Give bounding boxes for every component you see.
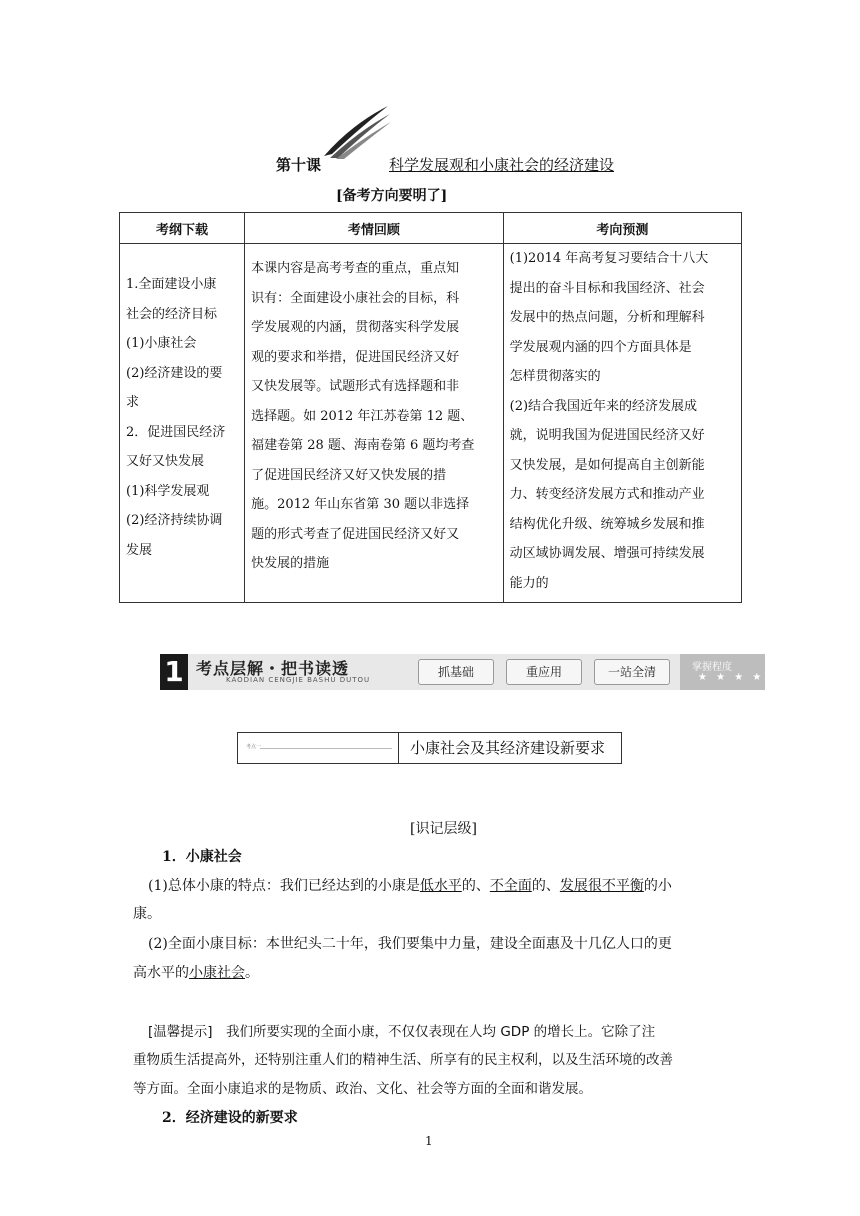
application-button[interactable]: 重应用 [506, 659, 582, 685]
banner-title: 考点层解・把书读透 [196, 659, 350, 678]
tip-line-2: 重物质生活提高外，还特别注重人们的精神生活、所享有的民主权利，以及生活环境的改善 [133, 1052, 673, 1068]
forecast-text: (1)2014 年高考复习要结合十八大 提出的奋斗目标和我国经济、社会 发展中的热点问题，分析和理解科 学发展观内涵的四个方面具体是 怎样贯彻落实的 (2)结合我国近年来的经济发展成 就，说明我国为促进国民经济又好 又快发展，是如何提高自主创新能 力、转变经济发展方式和推动产业 结构优化升级、统筹城乡发展和推 动区域协调发展、增强可持续发展 能力的 [509, 251, 709, 591]
underlined-term: 小康社会 [189, 965, 245, 981]
tip-line-1 [148, 1018, 748, 1046]
header-syllabus: 考纲下载 [120, 213, 245, 244]
header-review: 考情回顾 [245, 213, 504, 244]
topic-label-line [260, 748, 392, 749]
underlined-term: 不全面 [489, 878, 532, 894]
tip-text: 我们所要实现的全面小康，不仅仅表现在人均 GDP 的增长上。它除了注 [212, 1024, 656, 1040]
header-forecast: 考向预测 [503, 213, 741, 244]
review-text: 本课内容是高考考查的重点，重点知 识有：全面建设小康社会的目标，科 学发展观的内涵，贯彻落实科学发展 观的要求和举措，促进国民经济又好 又快发展等。试题形式有选择题和非 选择题。如 2012 年江苏卷第 12 题、 福建卷第 28 题、海南卷第 6 题均考查 了促进国民经济又好又快发展的措 施。2012 年山东省第 30 题以非选择 题的形式考查了促进国民经济又好又 快发展的措施 [251, 261, 475, 571]
section-subtitle: [备考方向要明了] [336, 188, 448, 204]
syllabus-text: 1.全面建设小康 社会的经济目标 (1)小康社会 (2)经济建设的要 求 2．促进国民经济 又好又快发展 (1)科学发展观 (2)经济持续协调 发展 [126, 277, 226, 558]
banner-number: 1 [160, 654, 188, 690]
underlined-term: 发展很不平衡 [559, 878, 644, 894]
text: 的、 [461, 878, 490, 894]
mastery-badge [680, 654, 765, 690]
banner-pinyin: KAODIAN CENGJIE BASHU DUTOU [226, 676, 371, 684]
text: 。 [245, 965, 259, 981]
section-banner [160, 654, 765, 690]
review-cell [245, 244, 504, 603]
text: 高水平的 [133, 965, 189, 981]
text: 的、 [531, 878, 560, 894]
topic-label: 考点一 [246, 744, 262, 750]
paragraph-goal: (2)全面小康目标：本世纪头二十年，我们要集中力量，建设全面惠及十几亿人口的更 [148, 936, 672, 952]
topic-title: 小康社会及其经济建设新要求 [410, 739, 606, 757]
text: 的小 [643, 878, 672, 894]
all-clear-button[interactable]: 一站全清 [594, 659, 670, 685]
lesson-title: 科学发展观和小康社会的经济建设 [389, 156, 615, 174]
syllabus-cell [120, 244, 245, 603]
mastery-label: 掌握程度 [692, 662, 732, 673]
table-row [120, 244, 742, 603]
underlined-term: 低水平 [419, 878, 462, 894]
level-label: [识记层级] [410, 821, 477, 837]
paragraph-overall [148, 872, 738, 900]
table-header-row [120, 213, 742, 244]
text: (1)总体小康的特点：我们已经达到的小康是 [148, 878, 420, 894]
star-icon: ★ ★ ★ ★ [698, 672, 765, 683]
forecast-cell [503, 244, 741, 603]
brush-stroke-icon [322, 104, 392, 160]
tip-label: [温馨提示] [148, 1024, 213, 1040]
heading-xiaokang: 1．小康社会 [162, 849, 242, 865]
topic-box [237, 732, 622, 764]
paragraph-goal-cont [133, 959, 723, 987]
lesson-heading [276, 154, 615, 175]
tip-line-3: 等方面。全面小康追求的是物质、政治、文化、社会等方面的全面和谐发展。 [133, 1081, 592, 1097]
heading-economic-requirements: 2．经济建设的新要求 [162, 1110, 298, 1126]
page-number: 1 [425, 1134, 433, 1148]
basics-button[interactable]: 抓基础 [418, 659, 494, 685]
lesson-number: 第十课 [276, 156, 322, 174]
topic-label-area [238, 733, 399, 763]
exam-direction-table [119, 212, 742, 603]
paragraph-overall-cont: 康。 [133, 906, 161, 922]
